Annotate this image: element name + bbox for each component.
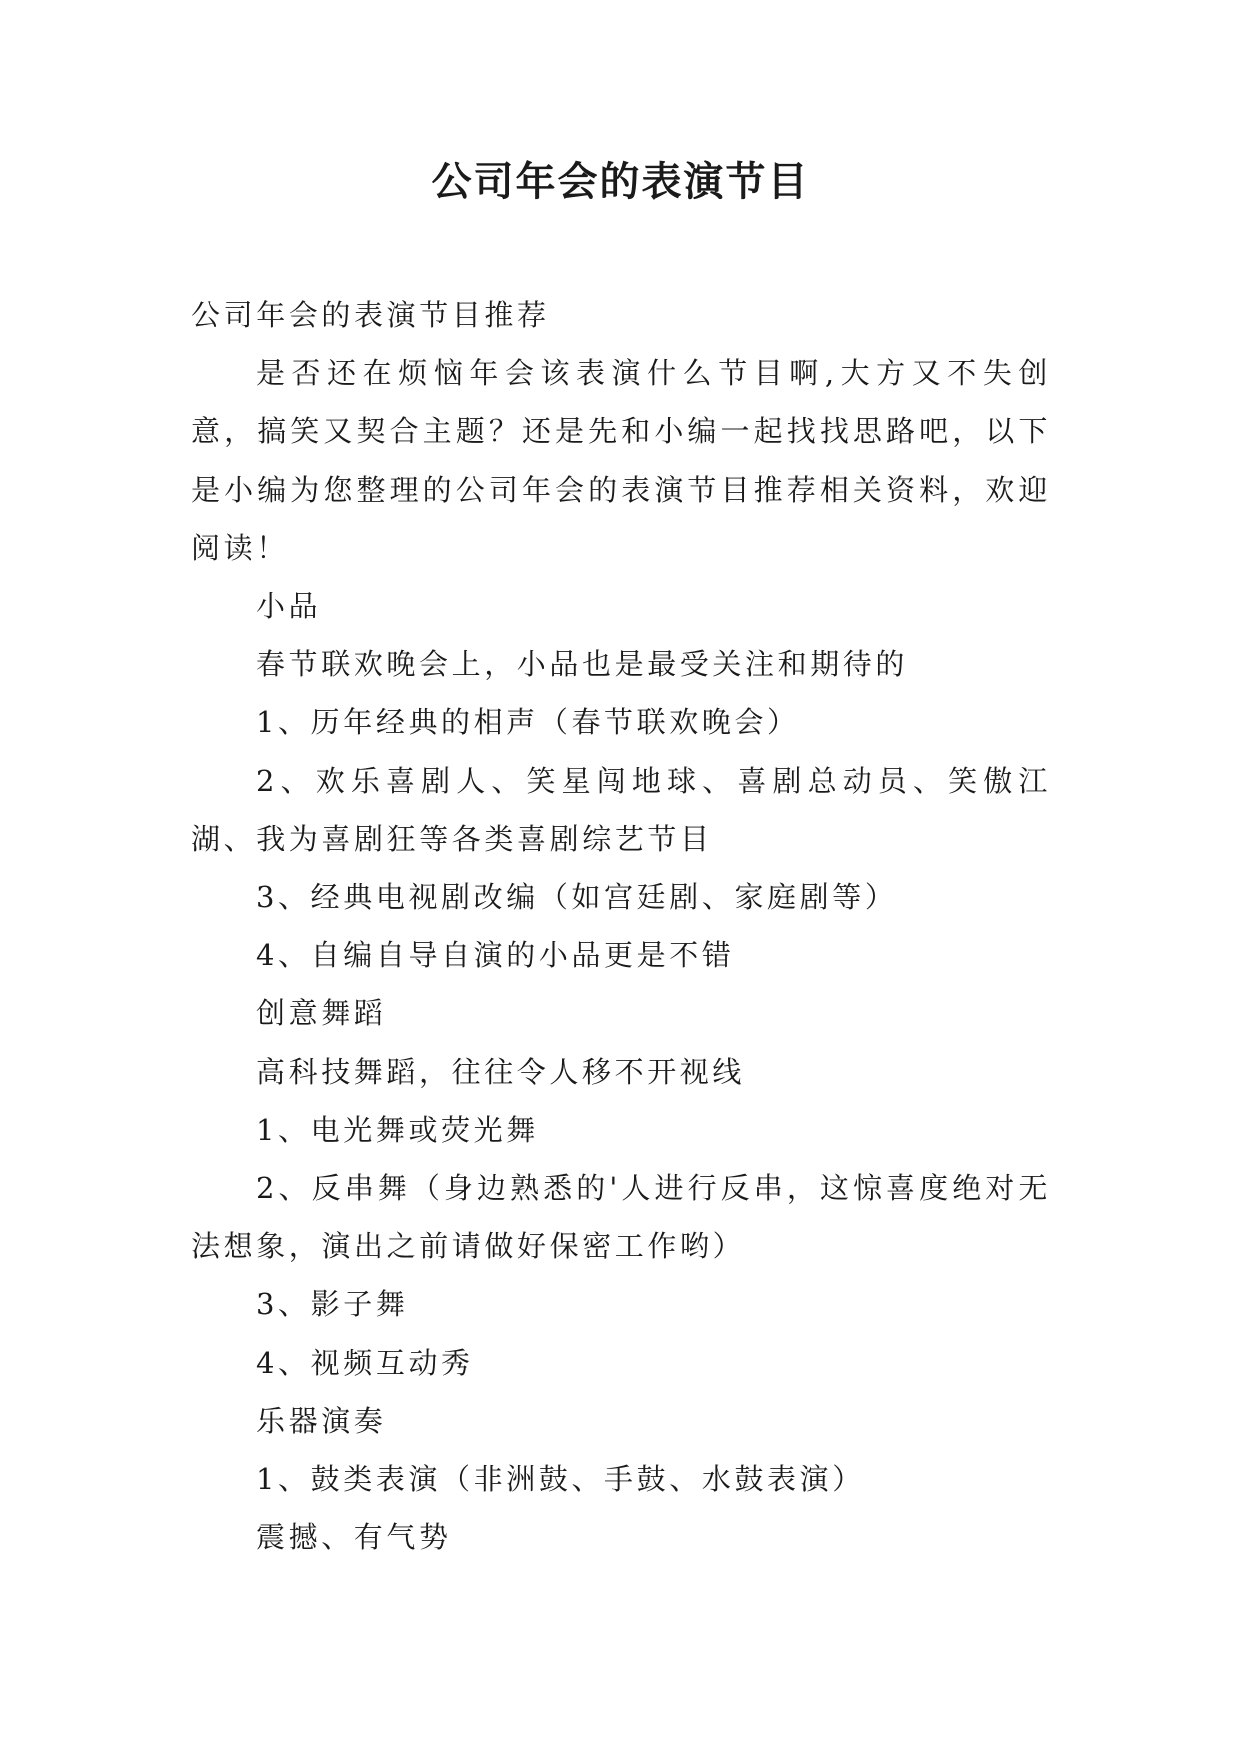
section-heading-skit: 小品 [256, 589, 322, 624]
list-item: 4、自编自导自演的小品更是不错 [256, 938, 735, 973]
list-item: 1、电光舞或荧光舞 [256, 1112, 539, 1147]
paragraph: 高科技舞蹈，往往令人移不开视线 [256, 1054, 746, 1089]
list-item: 3、影子舞 [256, 1287, 409, 1322]
document-title: 公司年会的表演节目 [431, 158, 810, 205]
paragraph: 震撼、有气势 [256, 1520, 452, 1555]
document-subtitle: 公司年会的表演节目推荐 [191, 298, 550, 332]
list-item: 1、历年经典的相声（春节联欢晚会） [256, 705, 800, 740]
list-item: 2、欢乐喜剧人、笑星闯地球、喜剧总动员、笑傲江湖、我为喜剧狂等各类喜剧综艺节目 [191, 763, 1051, 856]
document-body [191, 286, 1051, 1566]
list-item: 1、鼓类表演（非洲鼓、手鼓、水鼓表演） [256, 1462, 865, 1497]
paragraph: 春节联欢晚会上，小品也是最受关注和期待的 [256, 647, 909, 682]
intro-paragraph: 是否还在烦恼年会该表演什么节目啊,大方又不失创意，搞笑又契合主题？还是先和小编一起找找思路吧，以下是小编为您整理的公司年会的表演节目推荐相关资料，欢迎阅读！ [191, 356, 1051, 565]
list-item: 2、反串舞（身边熟悉的'人进行反串，这惊喜度绝对无法想象，演出之前请做好保密工作哟） [191, 1171, 1051, 1264]
section-heading-dance: 创意舞蹈 [256, 996, 387, 1031]
list-item: 4、视频互动秀 [256, 1345, 474, 1380]
list-item: 3、经典电视剧改编（如宫廷剧、家庭剧等） [256, 880, 898, 915]
section-heading-instrument: 乐器演奏 [256, 1403, 387, 1438]
